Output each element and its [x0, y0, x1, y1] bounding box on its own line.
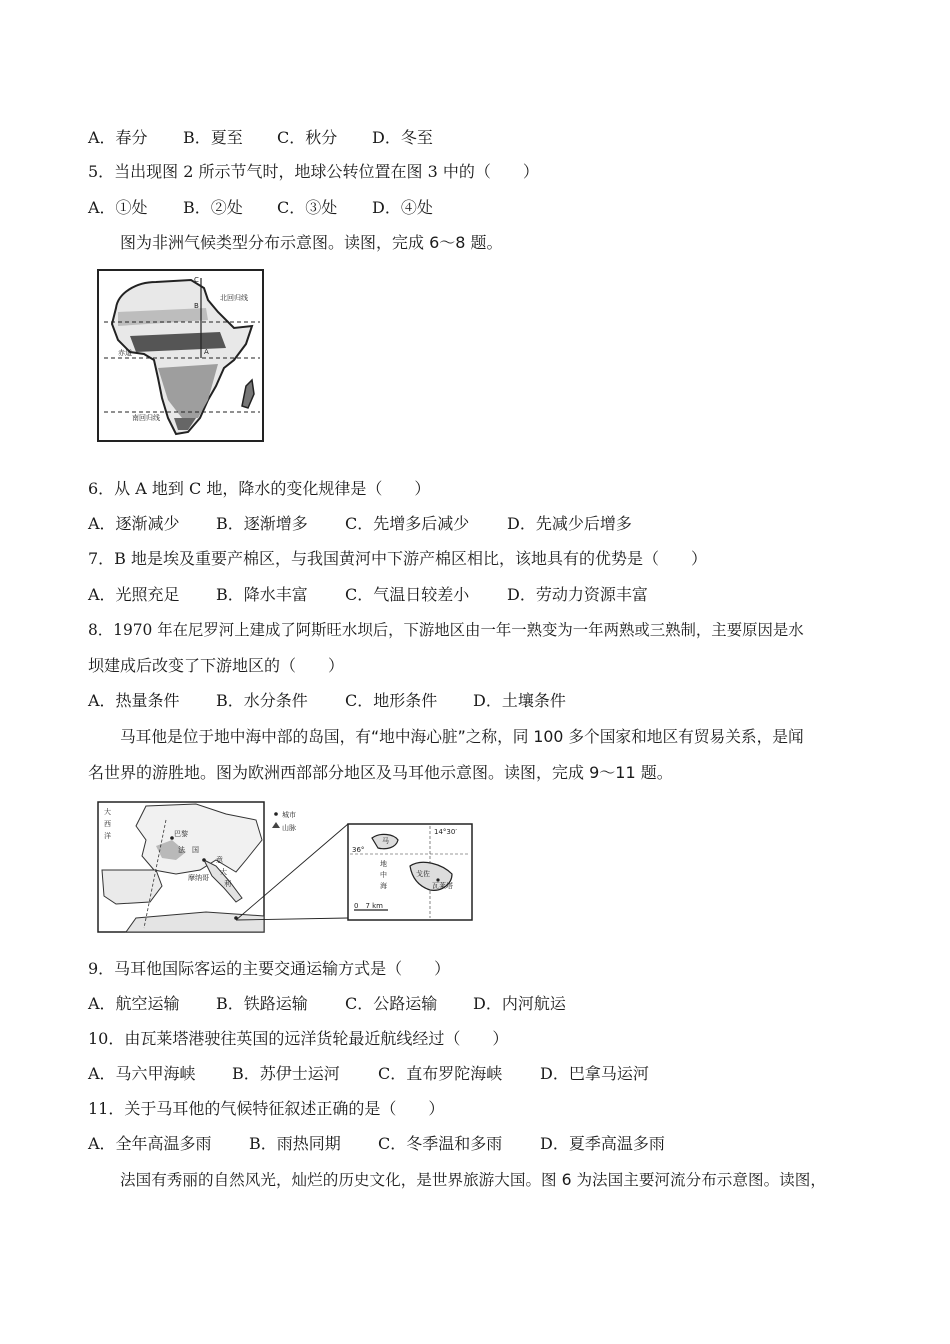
q6-stem: 6．从 A 地到 C 地，降水的变化规律是（ ）: [88, 479, 431, 498]
map-label-monaco: 摩纳哥: [188, 874, 209, 882]
q4-option-c: C．秋分: [277, 128, 338, 147]
inset-label-latitude: 36°: [352, 846, 365, 854]
map-label-guo: 国: [192, 846, 199, 854]
inset-label-ma: 马: [382, 837, 389, 845]
q11-option-a: A．全年高温多雨: [88, 1134, 212, 1153]
q5-option-b: B．②处: [183, 198, 243, 217]
q8-option-d: D．土壤条件: [473, 691, 566, 710]
q9-option-d: D．内河航运: [473, 994, 566, 1013]
map-label-da2: 大: [220, 868, 227, 876]
q5-option-d: D．④处: [372, 198, 433, 217]
africa-climate-map: [96, 268, 266, 444]
europe-malta-map: [96, 800, 476, 936]
q9-option-b: B．铁路运输: [216, 994, 308, 1013]
map-label-yi: 意: [216, 856, 223, 864]
q7-option-d: D．劳动力资源丰富: [507, 585, 648, 604]
q4-option-b: B．夏至: [183, 128, 243, 147]
q11-stem: 11．关于马耳他的气候特征叙述正确的是（ ）: [88, 1099, 445, 1118]
africa-label-tropic-cancer: 北回归线: [220, 294, 248, 302]
q6-option-a: A．逐渐减少: [88, 514, 180, 533]
map-label-xi: 西: [104, 820, 111, 828]
q7-option-a: A．光照充足: [88, 585, 180, 604]
map-label-paris: 巴黎: [174, 830, 188, 838]
inset-label-gozo: 戈佐: [416, 870, 430, 878]
france-intro: 法国有秀丽的自然风光，灿烂的历史文化，是世界旅游大国。图 6 为法国主要河流分布示意图。读图，: [120, 1171, 826, 1189]
africa-label-a: A: [204, 348, 209, 356]
q8-stem-line2: 坝建成后改变了下游地区的（ ）: [88, 656, 345, 675]
q10-option-a: A．马六甲海峡: [88, 1064, 196, 1083]
map-label-fa: 法: [178, 846, 185, 854]
inset-label-hai: 海: [380, 882, 387, 890]
q11-option-c: C．冬季温和多雨: [378, 1134, 503, 1153]
africa-intro: 图为非洲气候类型分布示意图。读图，完成 6～8 题。: [120, 233, 503, 252]
q4-option-a: A．春分: [88, 128, 148, 147]
q10-option-b: B．苏伊士运河: [232, 1064, 340, 1083]
q4-option-d: D．冬至: [372, 128, 433, 147]
q8-option-b: B．水分条件: [216, 691, 308, 710]
malta-intro-line1: 马耳他是位于地中海中部的岛国，有“地中海心脏”之称，同 100 多个国家和地区有贸易关系，是闻: [120, 727, 804, 746]
q11-option-b: B．雨热同期: [249, 1134, 341, 1153]
africa-label-equator: 赤道: [118, 349, 132, 357]
q6-option-d: D．先减少后增多: [507, 514, 632, 533]
q8-option-c: C．地形条件: [345, 691, 438, 710]
q7-option-c: C．气温日较差小: [345, 585, 470, 604]
africa-label-tropic-capricorn: 南回归线: [132, 414, 160, 422]
q8-stem-line1: 8．1970 年在尼罗河上建成了阿斯旺水坝后，下游地区由一年一熟变为一年两熟或三熟制，主要原因是水: [88, 621, 804, 639]
q10-option-d: D．巴拿马运河: [540, 1064, 649, 1083]
africa-label-c: C: [194, 276, 199, 284]
legend-mountain: 山脉: [282, 824, 296, 832]
q5-option-c: C．③处: [277, 198, 338, 217]
q9-option-c: C．公路运输: [345, 994, 438, 1013]
malta-intro-line2: 名世界的游胜地。图为欧洲西部部分地区及马耳他示意图。读图，完成 9～11 题。: [88, 763, 673, 782]
q7-stem: 7．B 地是埃及重要产棉区，与我国黄河中下游产棉区相比，该地具有的优势是（ ）: [88, 549, 708, 568]
q6-option-b: B．逐渐增多: [216, 514, 308, 533]
legend-city: 城市: [282, 811, 296, 819]
q11-option-d: D．夏季高温多雨: [540, 1134, 665, 1153]
q5-option-a: A．①处: [88, 198, 148, 217]
q9-stem: 9．马耳他国际客运的主要交通运输方式是（ ）: [88, 959, 451, 978]
map-label-da: 大: [104, 808, 111, 816]
inset-scale: 0 7 km: [354, 902, 384, 910]
q6-option-c: C．先增多后减少: [345, 514, 470, 533]
q9-option-a: A．航空运输: [88, 994, 180, 1013]
map-label-li: 利: [224, 880, 231, 888]
inset-label-di: 地: [380, 860, 387, 868]
q8-option-a: A．热量条件: [88, 691, 180, 710]
map-label-yang: 洋: [104, 832, 111, 840]
inset-label-zhong: 中: [380, 871, 387, 879]
africa-label-b: B: [194, 302, 199, 310]
q5-stem: 5．当出现图 2 所示节气时，地球公转位置在图 3 中的（ ）: [88, 162, 539, 181]
inset-label-valletta: 瓦莱塔: [432, 882, 453, 890]
q10-stem: 10．由瓦莱塔港驶往英国的远洋货轮最近航线经过（ ）: [88, 1029, 509, 1048]
inset-label-longitude: 14°30′: [434, 828, 457, 836]
q10-option-c: C．直布罗陀海峡: [378, 1064, 503, 1083]
q7-option-b: B．降水丰富: [216, 585, 308, 604]
